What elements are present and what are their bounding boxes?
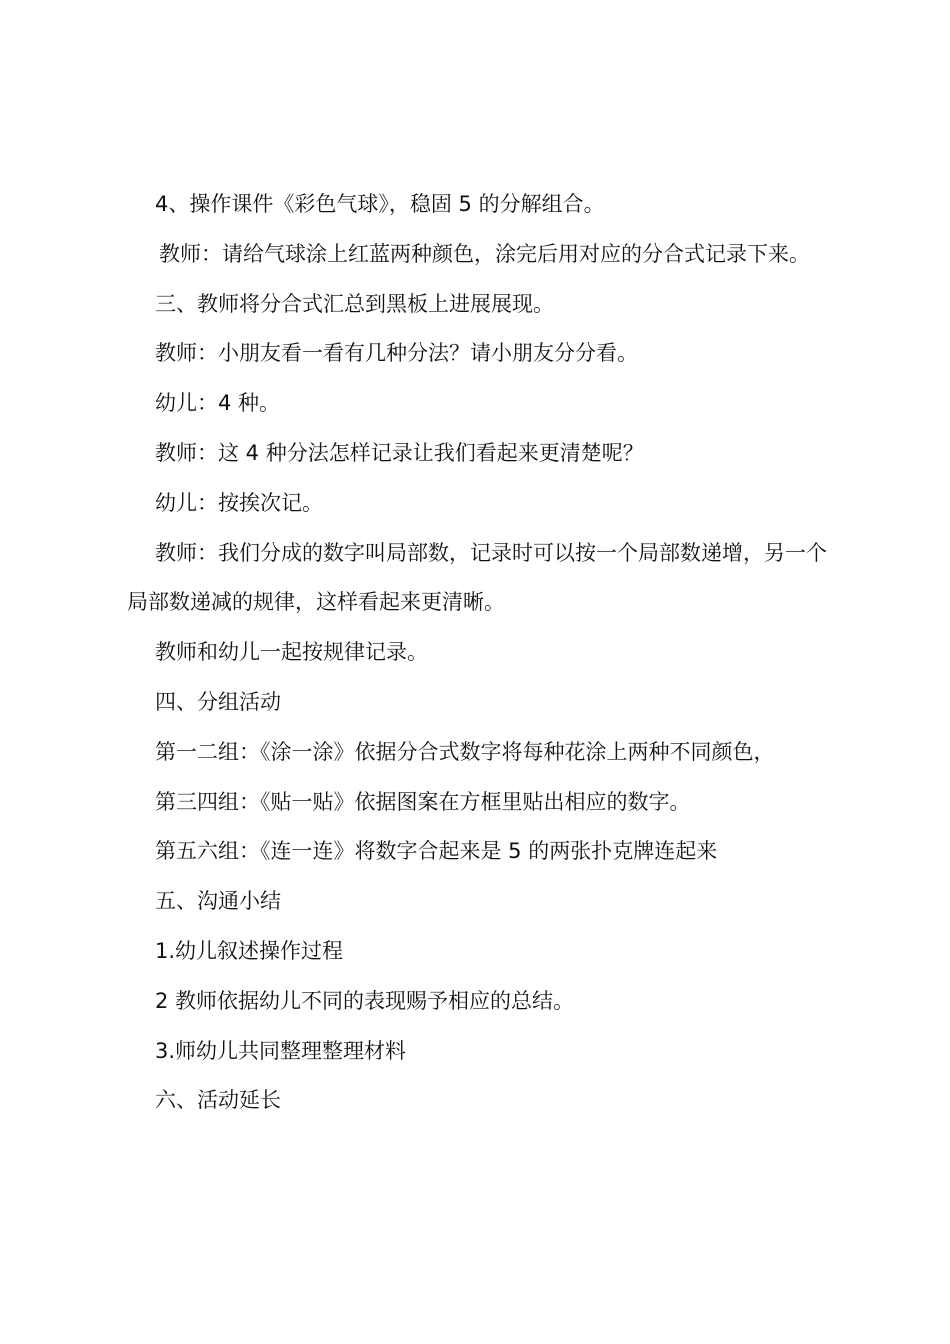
document-body [127,180,837,1126]
paragraph-teacher-explanation: 教师：我们分成的数字叫局部数，记录时可以按一个局部数递增，另一个局部数递减的规律，这样看起来更清晰。 [127,540,827,615]
paragraph-teacher-coloring: 教师：请给气球涂上红蓝两种颜色，涂完后用对应的分合式记录下来。 [159,241,810,266]
paragraph-step-4: 4、操作课件《彩色气球》，稳固 5 的分解组合。 [155,192,605,216]
paragraph-teacher-question: 教师：小朋友看一看有几种分法？请小朋友分分看。 [155,341,638,366]
paragraph-child-answer-1: 幼儿：4 种。 [155,391,281,416]
section-heading-3: 三、教师将分合式汇总到黑板上进展展现。 [155,291,554,316]
section-heading-4: 四、分组活动 [155,689,281,714]
paragraph-group-3-4: 第三四组：《贴一贴》依据图案在方框里贴出相应的数字。 [155,789,691,814]
paragraph-teacher-question-2: 教师：这 4 种分法怎样记录让我们看起来更清楚呢？ [155,440,644,465]
paragraph-child-answer-2: 幼儿：按挨次记。 [155,490,323,515]
paragraph-record-together: 教师和幼儿一起按规律记录。 [155,640,428,665]
section-heading-5: 五、沟通小结 [155,889,281,914]
paragraph-group-1-2: 第一二组：《涂一涂》依据分合式数字将每种花涂上两种不同颜色， [155,739,775,764]
list-item-2: 2 教师依据幼儿不同的表现赐予相应的总结。 [155,988,575,1013]
paragraph-group-5-6: 第五六组：《连一连》将数字合起来是 5 的两张扑克牌连起来 [155,839,718,864]
section-heading-6: 六、活动延长 [155,1088,281,1113]
list-item-1: 1.幼儿叙述操作过程 [155,938,344,963]
list-item-3: 3.师幼儿共同整理整理材料 [155,1038,407,1063]
